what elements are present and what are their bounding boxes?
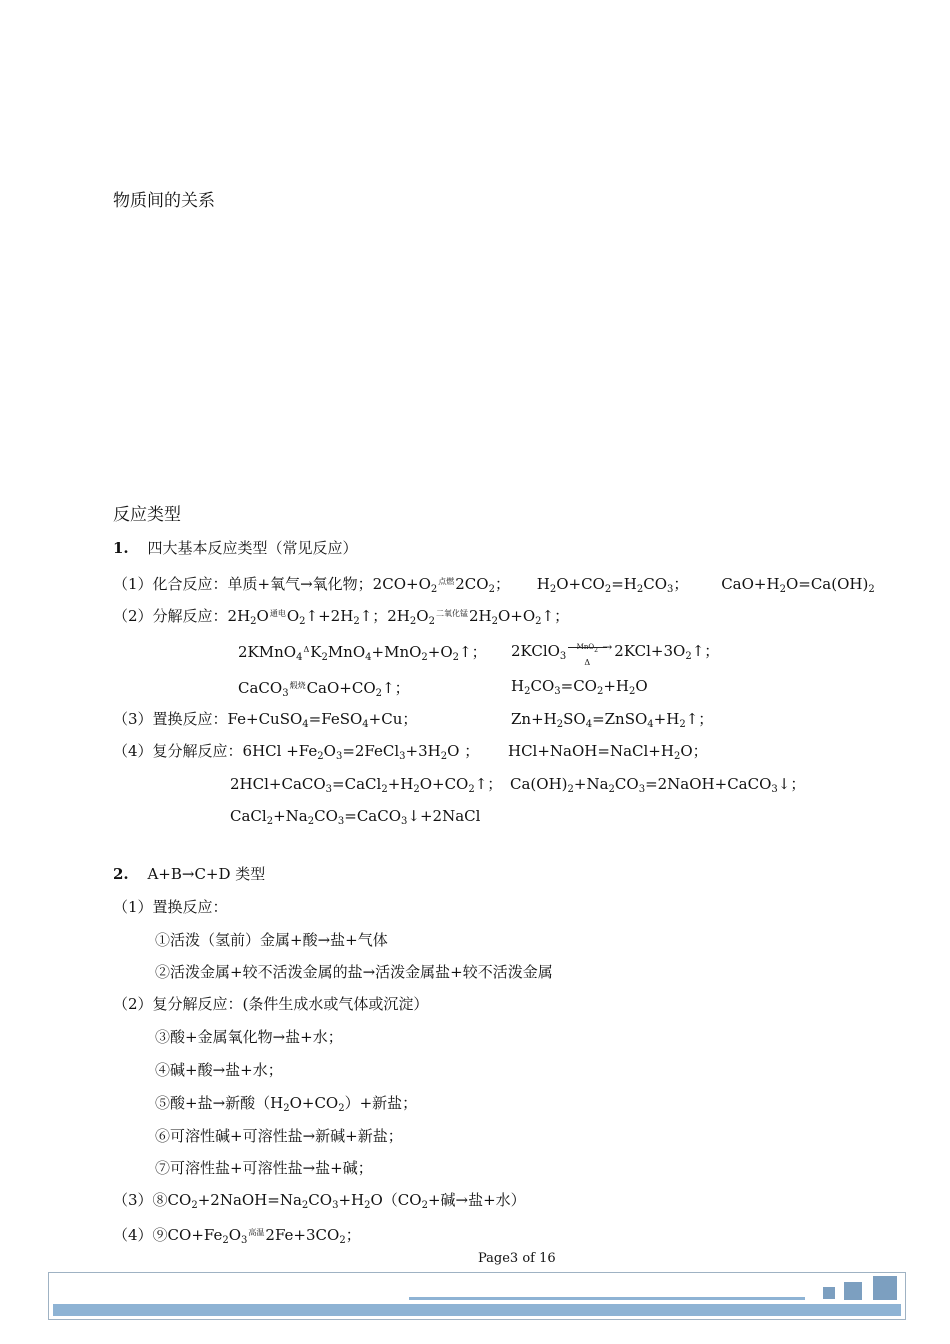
condition-heat: Δ	[303, 645, 310, 654]
footer-decoration	[48, 1272, 906, 1320]
page-number: Page3 of 16	[478, 1251, 556, 1266]
section-number: 1.	[113, 539, 129, 557]
caco3-equation: $CaCO_3^{煅烧}CaO+CO_2↑$；	[238, 679, 410, 699]
list-item: ⑦可溶性盐+可溶性盐→盐+碱；	[155, 1159, 373, 1177]
footer-square-medium	[844, 1282, 862, 1300]
list-item: （2）复分解反应：(条件生成水或气体或沉淀）	[113, 995, 429, 1013]
kclo3-equation: 2KClO$_3$ MnO$_2$ → Δ $2KCl+3O_2↑$；	[511, 640, 720, 667]
list-item: $(3)⑧CO_2+2NaOH=Na_2CO_3+H_2O(CO_2+$碱→盐+水）	[113, 1191, 526, 1211]
footer-square-large	[873, 1276, 897, 1300]
section-1-title	[113, 538, 357, 558]
zn-equation: $Zn+H_2SO_4=ZnSO_4+H_2↑$；	[511, 710, 714, 730]
heading-relations: 物质间的关系	[113, 191, 215, 211]
list-item: $(4)⑨CO+Fe_2O_3^{高温}2Fe+3CO_2$；	[113, 1226, 361, 1246]
heading-reaction-types: 反应类型	[113, 505, 181, 525]
combination-reaction-line: （1）化合反应：单质+氧气→氧化物；$2CO+O_2^{点燃}2CO_2$； $H_2O+CO_2=H_2CO_3$； $CaO+H_2O=Ca(OH)_2$	[113, 575, 875, 595]
condition-calcine: 煅烧	[289, 681, 306, 690]
condition-electrolysis: 通电	[269, 609, 286, 618]
condition-ignite: 点燃	[438, 577, 455, 586]
list-item: ⑥可溶性碱+可溶性盐→新碱+新盐；	[155, 1127, 403, 1145]
hcl-caco3-equation: $2HCl+CaCO_3=CaCl_2+H_2O+CO_2↑$；	[230, 775, 503, 795]
list-item: ③酸+金属氧化物→盐+水；	[155, 1028, 343, 1046]
section-title: A+B→C+D 类型	[147, 865, 266, 883]
displacement-reaction-line: （3）置换反应：Fe+CuSO$_4$=FeSO$_4$+Cu；	[113, 710, 418, 730]
condition-mno2: 二氧化锰	[435, 609, 468, 618]
list-item: （1）置换反应：	[113, 898, 228, 916]
condition-high-temp: 高温	[248, 1228, 265, 1237]
section-2-title	[113, 864, 265, 884]
decomposition-reaction-line: （2）分解反应：$2H_2O^{通电}O_2↑+2H_2↑$；$2H_2O_2^{二氧化锰}2H_2O+O_2↑$；	[113, 607, 570, 627]
list-item: ⑤酸+盐→新酸$(H_2O+CO_2)+$新盐；	[155, 1094, 418, 1114]
list-item: ①活泼（氢前）金属+酸→盐+气体	[155, 931, 388, 949]
arrow-condition: MnO$_2$ → Δ	[568, 640, 612, 654]
footer-band-thin	[409, 1297, 805, 1300]
kmno4-equation: $2KMnO_4^\Delta K_2MnO_4+MnO_2+O_2↑$；	[238, 643, 487, 663]
caoh2-na2co3-equation: $Ca(OH)_2+Na_2CO_3=2NaOH+CaCO_3↓$；	[510, 775, 806, 795]
section-number: 2.	[113, 865, 129, 883]
h2co3-equation: $H_2CO_3=CO_2+H_2O$	[511, 677, 648, 697]
cacl2-na2co3-equation: $CaCl_2+Na_2CO_3=CaCO_3↓+2NaCl$	[230, 807, 481, 827]
list-item: ④碱+酸→盐+水；	[155, 1061, 283, 1079]
hcl-naoh-equation: $HCl+NaOH=NaCl+H_2O$；	[508, 742, 708, 762]
footer-band-thick	[53, 1304, 901, 1316]
footer-square-small	[823, 1287, 835, 1299]
double-displacement-line: （4）复分解反应：$6HCl +Fe_2O_3=2FeCl_3+3H_2O$ ；	[113, 742, 480, 762]
section-title: 四大基本反应类型（常见反应）	[147, 539, 358, 557]
list-item: ②活泼金属+较不活泼金属的盐→活泼金属盐+较不活泼金属	[155, 963, 553, 981]
